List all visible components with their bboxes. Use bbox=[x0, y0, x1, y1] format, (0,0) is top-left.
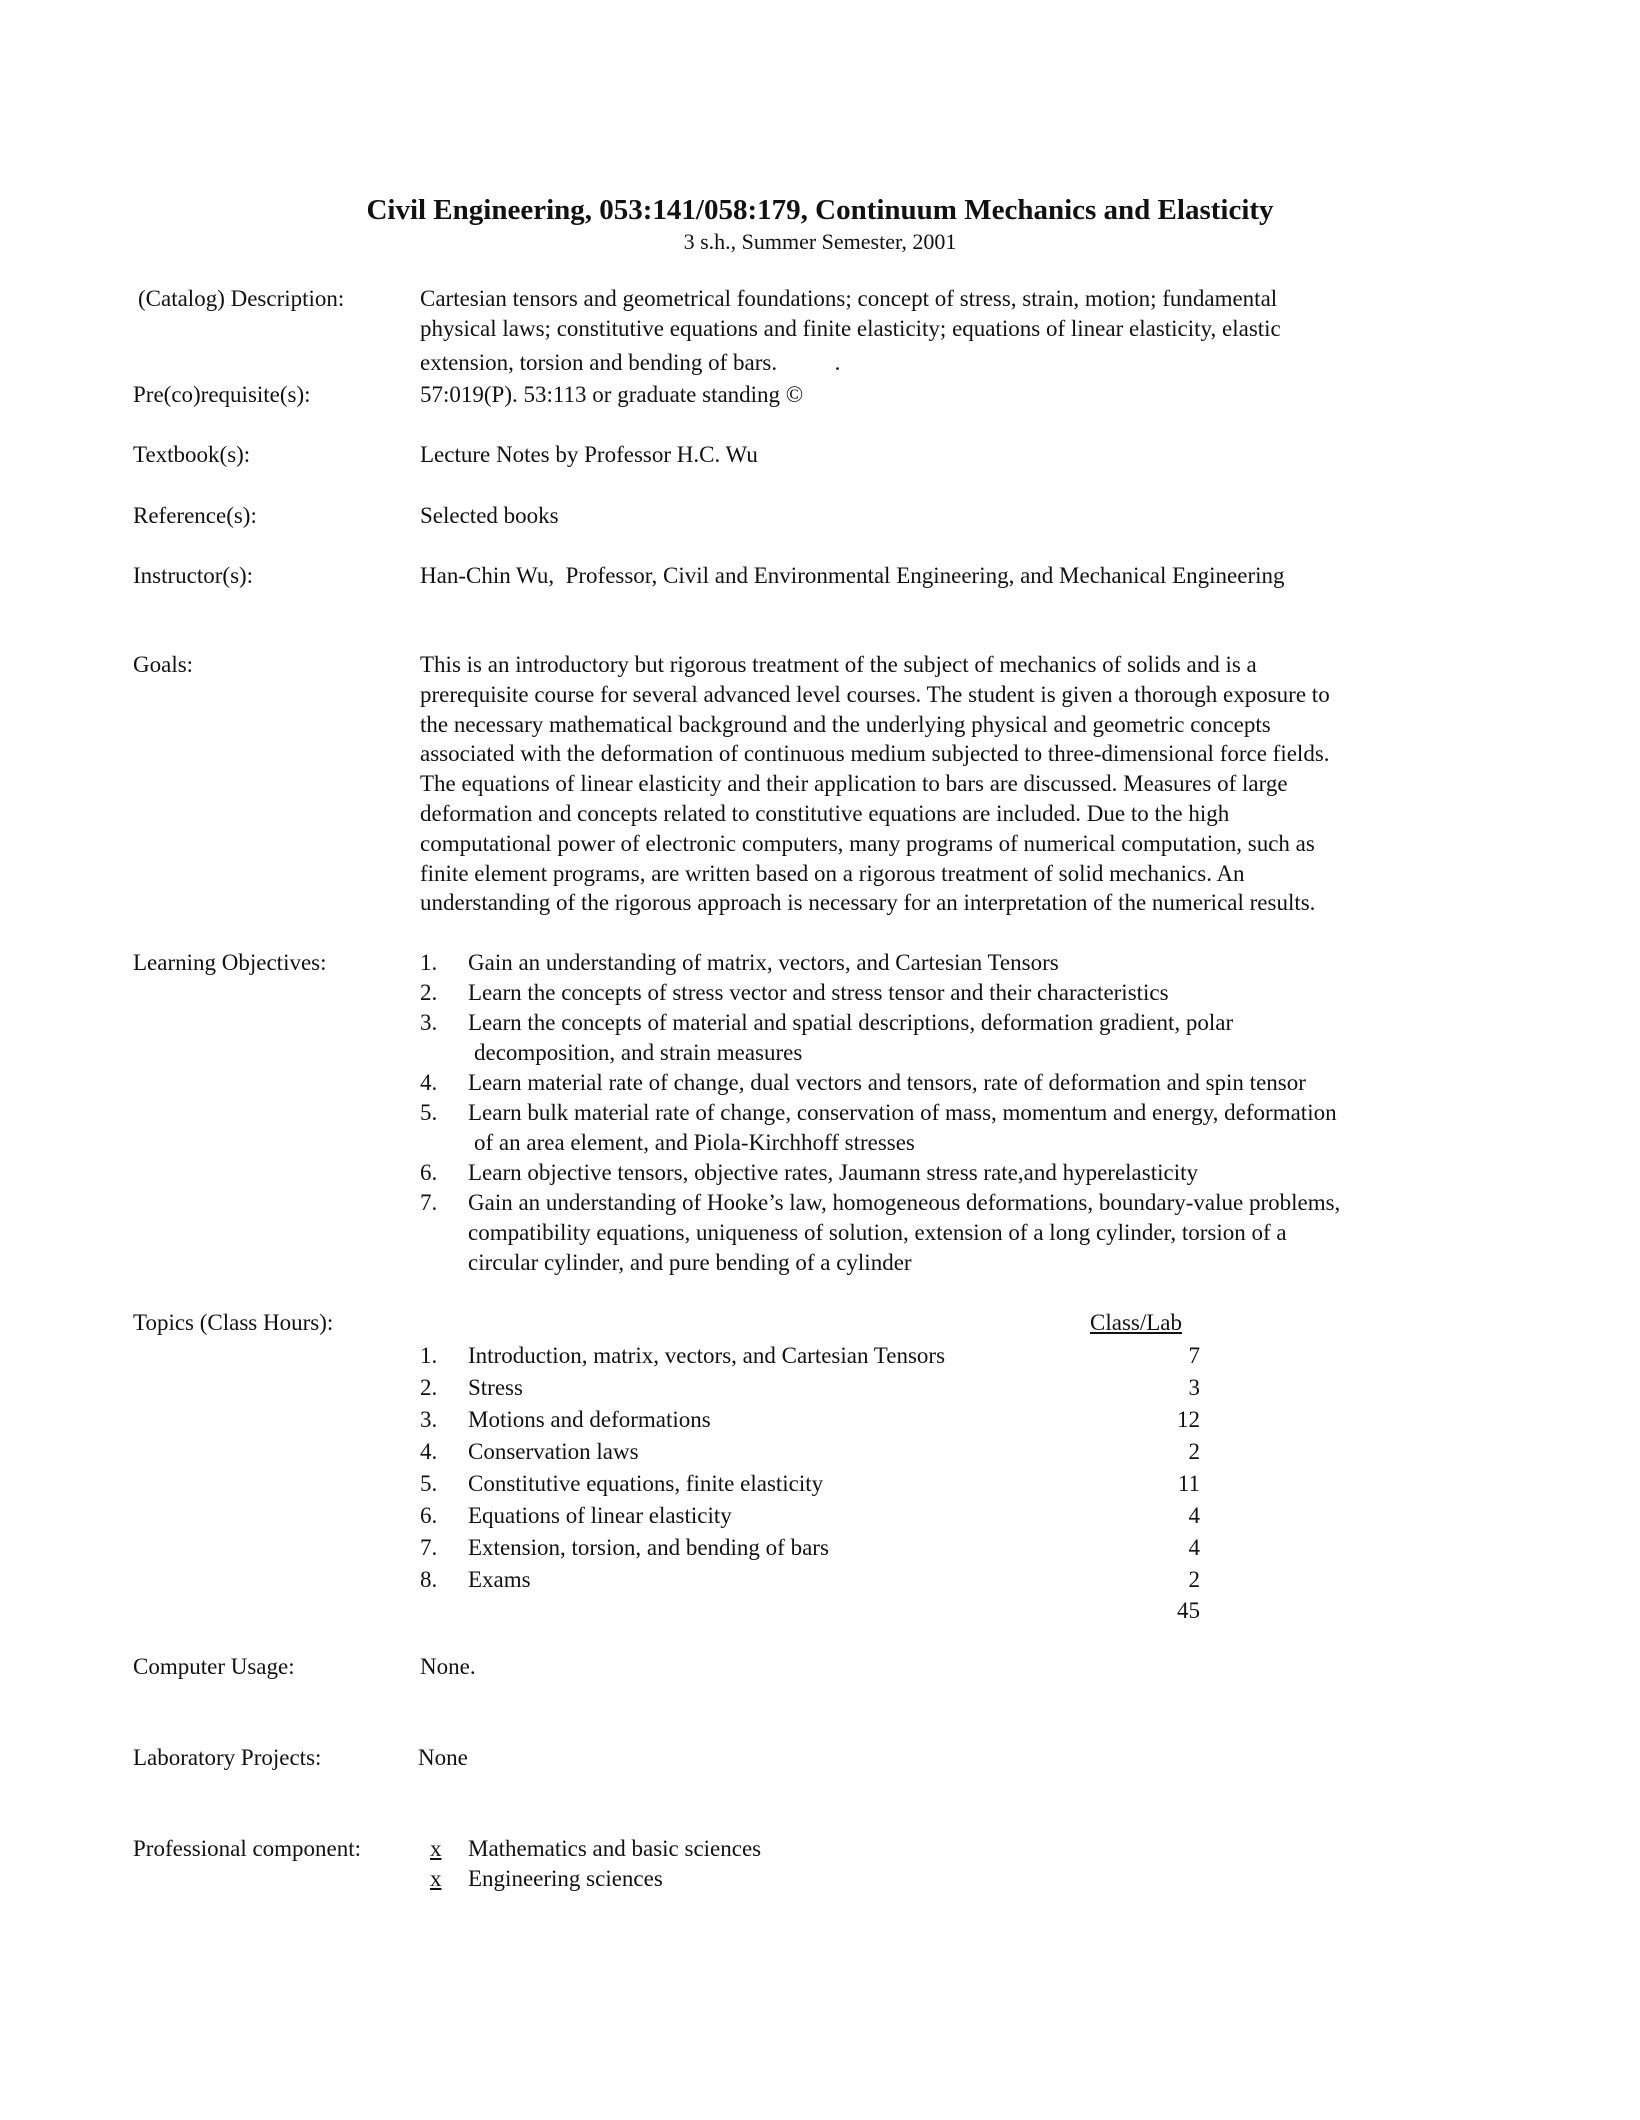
goals-line: the necessary mathematical background and the underlying physical and geometric concepts bbox=[420, 711, 1271, 737]
component-text: Engineering sciences bbox=[468, 1866, 663, 1891]
topic-row bbox=[420, 1468, 1200, 1499]
goals-line: finite element programs, are written based on a rigorous treatment of solid mechanics. An bbox=[420, 860, 1245, 886]
goals-line: understanding of the rigorous approach is necessary for an interpretation of the numerical results. bbox=[420, 890, 1316, 916]
objective-number: 3. bbox=[420, 1010, 438, 1035]
textbooks-value: Lecture Notes by Professor H.C. Wu bbox=[420, 442, 758, 467]
objective-number: 4. bbox=[420, 1070, 438, 1095]
topic-number: 4. bbox=[420, 1439, 438, 1464]
topic-text: Stress bbox=[468, 1375, 523, 1400]
goals-line: prerequisite course for several advanced level courses. The student is given a thorough exposure to bbox=[420, 681, 1330, 707]
references-value: Selected books bbox=[420, 503, 559, 528]
goals-line: deformation and concepts related to constitutive equations are included. Due to the high bbox=[420, 800, 1230, 826]
topic-hours: 7 bbox=[1188, 1343, 1200, 1368]
topic-text: Extension, torsion, and bending of bars bbox=[468, 1535, 829, 1560]
topic-number: 3. bbox=[420, 1407, 438, 1432]
objective-text: Gain an understanding of matrix, vectors, and Cartesian Tensors bbox=[468, 950, 1059, 975]
goals-text bbox=[420, 650, 1500, 918]
topic-number: 8. bbox=[420, 1567, 438, 1592]
topic-row bbox=[420, 1500, 1200, 1531]
topic-hours: 2 bbox=[1188, 1439, 1200, 1464]
professional-component-item bbox=[420, 1864, 663, 1894]
goals-line: The equations of linear elasticity and their application to bars are discussed. Measures of large bbox=[420, 771, 1288, 797]
topic-number: 7. bbox=[420, 1535, 438, 1560]
course-subtitle: 3 s.h., Summer Semester, 2001 bbox=[683, 229, 957, 254]
topic-row bbox=[420, 1340, 1200, 1371]
instructors-value: Han-Chin Wu, Professor, Civil and Environmental Engineering, and Mechanical Engineering bbox=[420, 563, 1285, 588]
topic-text: Exams bbox=[468, 1567, 531, 1592]
objective-text-continued: of an area element, and Piola-Kirchhoff stresses bbox=[474, 1130, 915, 1155]
goals-line: This is an introductory but rigorous treatment of the subject of mechanics of solids and is a bbox=[420, 652, 1257, 677]
objective-item bbox=[420, 1158, 1520, 1188]
topics-column-header: Class/Lab bbox=[1090, 1310, 1182, 1335]
objective-number: 5. bbox=[420, 1100, 438, 1125]
topic-row bbox=[420, 1564, 1200, 1595]
topic-hours: 4 bbox=[1188, 1503, 1200, 1528]
topic-text: Conservation laws bbox=[468, 1439, 639, 1464]
objective-item bbox=[420, 1098, 1520, 1158]
description-line: physical laws; constitutive equations and finite elasticity; equations of linear elasticity, elastic bbox=[420, 316, 1281, 341]
objective-text: Learn material rate of change, dual vectors and tensors, rate of deformation and spin tensor bbox=[468, 1070, 1306, 1095]
objective-number: 2. bbox=[420, 980, 438, 1005]
objective-item bbox=[420, 978, 1520, 1008]
objective-item bbox=[420, 1188, 1520, 1278]
description-line: Cartesian tensors and geometrical foundations; concept of stress, strain, motion; fundamental bbox=[420, 286, 1278, 311]
objective-text: Learn the concepts of stress vector and stress tensor and their characteristics bbox=[468, 980, 1169, 1005]
topic-text: Equations of linear elasticity bbox=[468, 1503, 732, 1528]
topic-hours: 3 bbox=[1188, 1375, 1200, 1400]
goals-line: associated with the deformation of continuous medium subjected to three-dimensional force fields. bbox=[420, 741, 1330, 767]
component-text: Mathematics and basic sciences bbox=[468, 1836, 762, 1861]
check-mark: x bbox=[430, 1866, 442, 1891]
objective-item bbox=[420, 948, 1520, 978]
objective-text: Learn the concepts of material and spatial descriptions, deformation gradient, polar bbox=[468, 1010, 1234, 1035]
objective-number: 6. bbox=[420, 1160, 438, 1185]
lab-projects-value: None bbox=[418, 1745, 468, 1770]
lab-projects-label: Laboratory Projects: bbox=[133, 1745, 322, 1770]
topics-label: Topics (Class Hours): bbox=[133, 1310, 334, 1335]
topic-text: Constitutive equations, finite elasticity bbox=[468, 1471, 824, 1496]
objective-text: Learn objective tensors, objective rates, Jaumann stress rate,and hyperelasticity bbox=[468, 1160, 1198, 1185]
objectives-label: Learning Objectives: bbox=[133, 950, 327, 975]
topic-hours: 4 bbox=[1188, 1535, 1200, 1560]
goals-line: computational power of electronic computers, many programs of numerical computation, such as bbox=[420, 830, 1315, 856]
professional-component-item bbox=[420, 1834, 761, 1864]
objective-item bbox=[420, 1068, 1520, 1098]
topic-hours: 12 bbox=[1177, 1407, 1200, 1432]
objective-text-continued: circular cylinder, and pure bending of a cylinder bbox=[468, 1250, 912, 1275]
professional-component-label: Professional component: bbox=[133, 1836, 362, 1861]
topic-row bbox=[420, 1436, 1200, 1467]
computer-usage-value: None. bbox=[420, 1654, 476, 1679]
prerequisites-label: Pre(co)requisite(s): bbox=[133, 382, 311, 407]
topic-hours: 11 bbox=[1177, 1471, 1200, 1496]
topic-text: Motions and deformations bbox=[468, 1407, 711, 1432]
description-line: extension, torsion and bending of bars. . bbox=[420, 350, 841, 375]
topic-hours: 2 bbox=[1188, 1567, 1200, 1592]
topic-row bbox=[420, 1404, 1200, 1435]
topic-number: 2. bbox=[420, 1375, 438, 1400]
check-mark: x bbox=[430, 1836, 442, 1861]
course-title: Civil Engineering, 053:141/058:179, Continuum Mechanics and Elasticity bbox=[366, 194, 1274, 226]
objective-text: Learn bulk material rate of change, conservation of mass, momentum and energy, deformation bbox=[468, 1100, 1337, 1125]
references-label: Reference(s): bbox=[133, 503, 257, 528]
topic-row bbox=[420, 1532, 1200, 1563]
textbooks-label: Textbook(s): bbox=[133, 442, 251, 467]
description-label: (Catalog) Description: bbox=[138, 286, 345, 311]
topic-row bbox=[420, 1372, 1200, 1403]
objective-text: Gain an understanding of Hooke’s law, homogeneous deformations, boundary-value problems, bbox=[468, 1190, 1341, 1215]
topic-number: 1. bbox=[420, 1343, 438, 1368]
topics-total-hours: 45 bbox=[1177, 1598, 1200, 1623]
objective-number: 7. bbox=[420, 1190, 438, 1215]
computer-usage-label: Computer Usage: bbox=[133, 1654, 295, 1679]
objective-text-continued: compatibility equations, uniqueness of solution, extension of a long cylinder, torsion of a bbox=[468, 1220, 1287, 1245]
objective-item bbox=[420, 1008, 1520, 1068]
goals-label: Goals: bbox=[133, 652, 194, 677]
objective-text-continued: decomposition, and strain measures bbox=[474, 1040, 803, 1065]
objective-number: 1. bbox=[420, 950, 438, 975]
objectives-list bbox=[420, 948, 1520, 1278]
prerequisites-value: 57:019(P). 53:113 or graduate standing © bbox=[420, 382, 804, 407]
topic-text: Introduction, matrix, vectors, and Cartesian Tensors bbox=[468, 1343, 946, 1368]
instructors-label: Instructor(s): bbox=[133, 563, 254, 588]
topic-number: 5. bbox=[420, 1471, 438, 1496]
topic-number: 6. bbox=[420, 1503, 438, 1528]
